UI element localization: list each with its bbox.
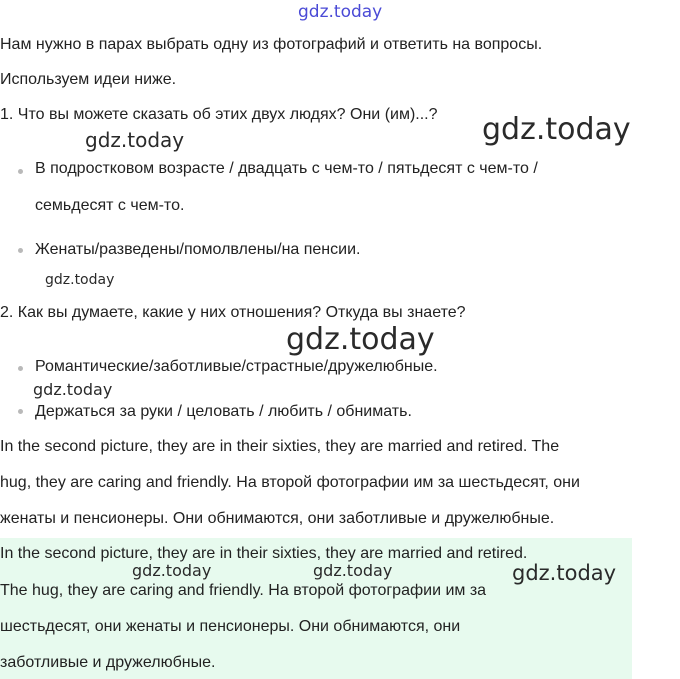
bullet-dot <box>18 169 23 174</box>
bullet-dot <box>18 248 23 253</box>
highlight-line-3: шестьдесят, они женаты и пенсионеры. Они обнимаются, они <box>0 618 461 635</box>
highlight-line-2: The hug, they are caring and friendly. На второй фотографии им за <box>0 582 487 599</box>
watermark-top: gdz.today <box>298 2 383 22</box>
watermark: gdz.today <box>286 322 435 357</box>
intro-line-1: Нам нужно в парах выбрать одну из фотографий и ответить на вопросы. <box>0 36 543 53</box>
highlight-line-1: In the second picture, they are in their sixties, they are married and retired. <box>0 545 528 562</box>
bullet-ages-line-1: В подростковом возрасте / двадцать с чем-то / пятьдесят с чем-то / <box>35 160 538 177</box>
bullet-relationship: Романтические/заботливые/страстные/дружелюбные. <box>35 358 438 375</box>
watermark: gdz.today <box>482 112 631 147</box>
question-2: 2. Как вы думаете, какие у них отношения? Откуда вы знаете? <box>0 304 466 321</box>
watermark: gdz.today <box>45 272 115 288</box>
bullet-ages-line-2: семьдесят с чем-то. <box>35 197 185 214</box>
watermark: gdz.today <box>33 380 113 399</box>
highlight-line-4: заботливые и дружелюбные. <box>0 654 216 671</box>
bullet-dot <box>18 366 23 371</box>
watermark: gdz.today <box>132 561 212 580</box>
intro-line-2: Используем идеи ниже. <box>0 71 177 88</box>
watermark: gdz.today <box>313 561 393 580</box>
question-1: 1. Что вы можете сказать об этих двух людях? Они (им)...? <box>0 106 438 123</box>
answer-line-3: женаты и пенсионеры. Они обнимаются, они заботливые и дружелюбные. <box>0 510 555 527</box>
answer-line-2: hug, they are caring and friendly. На второй фотографии им за шестьдесят, они <box>0 474 580 491</box>
watermark: gdz.today <box>85 128 185 152</box>
answer-line-1: In the second picture, they are in their sixties, they are married and retired. The <box>0 438 560 455</box>
bullet-status: Женаты/разведены/помолвлены/на пенсии. <box>35 241 361 258</box>
bullet-actions: Держаться за руки / целовать / любить / обнимать. <box>35 403 412 420</box>
bullet-dot <box>18 409 23 414</box>
watermark: gdz.today <box>512 561 617 585</box>
